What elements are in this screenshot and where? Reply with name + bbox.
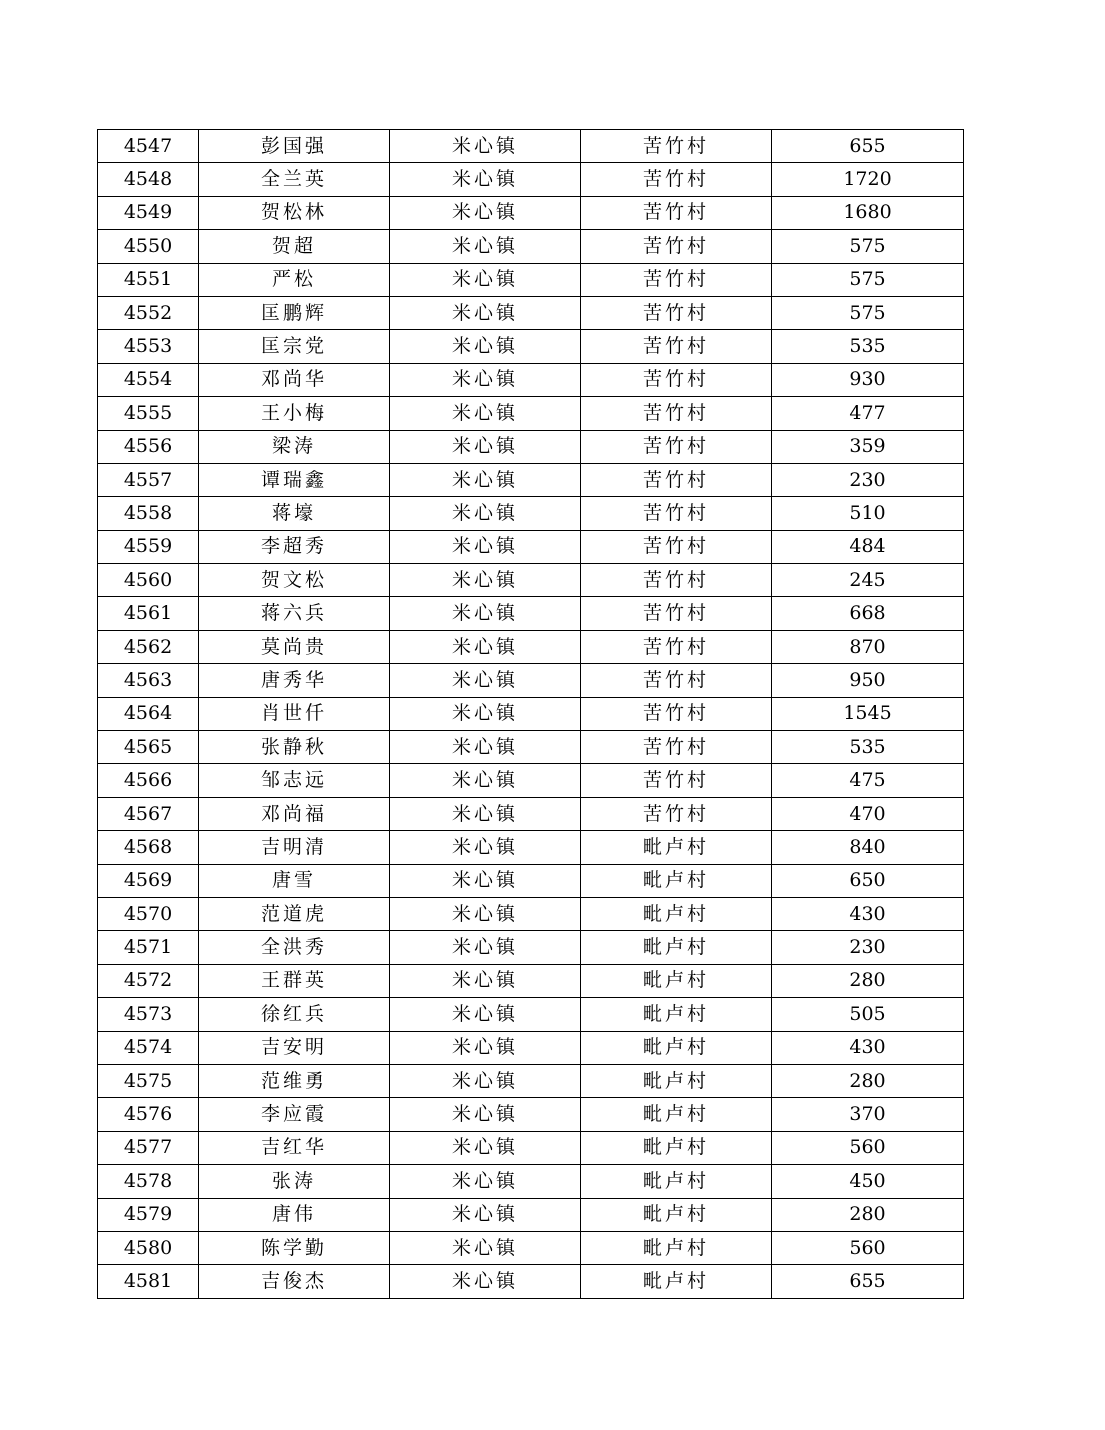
cell-person-name: 邓尚华 <box>199 363 390 396</box>
cell-amount: 575 <box>772 230 964 263</box>
cell-amount: 655 <box>772 1265 964 1298</box>
table-row <box>98 330 964 363</box>
cell-person-name: 莫尚贵 <box>199 630 390 663</box>
cell-person-name: 谭瑞鑫 <box>199 463 390 496</box>
table-row <box>98 731 964 764</box>
cell-amount: 650 <box>772 864 964 897</box>
cell-village: 毗卢村 <box>581 964 772 997</box>
table-row <box>98 697 964 730</box>
cell-village: 毗卢村 <box>581 1231 772 1264</box>
table-row <box>98 1064 964 1097</box>
cell-serial-number: 4547 <box>98 130 199 163</box>
cell-town: 米心镇 <box>390 764 581 797</box>
cell-village: 苦竹村 <box>581 430 772 463</box>
table-row <box>98 463 964 496</box>
cell-serial-number: 4569 <box>98 864 199 897</box>
cell-amount: 668 <box>772 597 964 630</box>
cell-village: 苦竹村 <box>581 630 772 663</box>
cell-amount: 280 <box>772 1198 964 1231</box>
cell-person-name: 唐伟 <box>199 1198 390 1231</box>
cell-town: 米心镇 <box>390 330 581 363</box>
cell-town: 米心镇 <box>390 130 581 163</box>
table-row <box>98 397 964 430</box>
cell-town: 米心镇 <box>390 397 581 430</box>
cell-person-name: 全洪秀 <box>199 931 390 964</box>
cell-village: 毗卢村 <box>581 1265 772 1298</box>
cell-village: 毗卢村 <box>581 1131 772 1164</box>
cell-town: 米心镇 <box>390 163 581 196</box>
roster-table-body <box>98 130 964 1299</box>
table-row <box>98 998 964 1031</box>
cell-person-name: 严松 <box>199 263 390 296</box>
cell-amount: 370 <box>772 1098 964 1131</box>
table-row <box>98 363 964 396</box>
cell-town: 米心镇 <box>390 1031 581 1064</box>
cell-person-name: 张静秋 <box>199 731 390 764</box>
cell-person-name: 蒋六兵 <box>199 597 390 630</box>
cell-village: 苦竹村 <box>581 196 772 229</box>
cell-amount: 510 <box>772 497 964 530</box>
cell-town: 米心镇 <box>390 998 581 1031</box>
cell-village: 毗卢村 <box>581 998 772 1031</box>
cell-village: 苦竹村 <box>581 163 772 196</box>
cell-serial-number: 4553 <box>98 330 199 363</box>
cell-amount: 470 <box>772 797 964 830</box>
cell-person-name: 贺松林 <box>199 196 390 229</box>
cell-town: 米心镇 <box>390 897 581 930</box>
cell-amount: 450 <box>772 1165 964 1198</box>
table-row <box>98 230 964 263</box>
cell-town: 米心镇 <box>390 864 581 897</box>
cell-village: 毗卢村 <box>581 1198 772 1231</box>
cell-village: 苦竹村 <box>581 397 772 430</box>
cell-village: 毗卢村 <box>581 931 772 964</box>
cell-person-name: 徐红兵 <box>199 998 390 1031</box>
cell-amount: 280 <box>772 964 964 997</box>
cell-village: 苦竹村 <box>581 564 772 597</box>
cell-amount: 870 <box>772 630 964 663</box>
cell-person-name: 吉明清 <box>199 831 390 864</box>
cell-village: 毗卢村 <box>581 831 772 864</box>
cell-village: 苦竹村 <box>581 597 772 630</box>
cell-town: 米心镇 <box>390 931 581 964</box>
cell-amount: 560 <box>772 1231 964 1264</box>
cell-amount: 535 <box>772 731 964 764</box>
cell-amount: 245 <box>772 564 964 597</box>
cell-person-name: 吉安明 <box>199 1031 390 1064</box>
cell-town: 米心镇 <box>390 1198 581 1231</box>
cell-serial-number: 4566 <box>98 764 199 797</box>
cell-serial-number: 4576 <box>98 1098 199 1131</box>
table-row <box>98 664 964 697</box>
cell-person-name: 匡宗党 <box>199 330 390 363</box>
table-row <box>98 1231 964 1264</box>
cell-person-name: 吉俊杰 <box>199 1265 390 1298</box>
cell-village: 毗卢村 <box>581 864 772 897</box>
cell-town: 米心镇 <box>390 430 581 463</box>
cell-village: 毗卢村 <box>581 1098 772 1131</box>
cell-person-name: 陈学勤 <box>199 1231 390 1264</box>
cell-amount: 230 <box>772 931 964 964</box>
cell-serial-number: 4572 <box>98 964 199 997</box>
cell-village: 毗卢村 <box>581 1165 772 1198</box>
table-row <box>98 163 964 196</box>
cell-town: 米心镇 <box>390 664 581 697</box>
cell-village: 苦竹村 <box>581 530 772 563</box>
cell-village: 苦竹村 <box>581 497 772 530</box>
cell-serial-number: 4557 <box>98 463 199 496</box>
cell-person-name: 匡鹏辉 <box>199 296 390 329</box>
cell-amount: 484 <box>772 530 964 563</box>
cell-amount: 430 <box>772 897 964 930</box>
cell-town: 米心镇 <box>390 263 581 296</box>
cell-town: 米心镇 <box>390 731 581 764</box>
cell-person-name: 张涛 <box>199 1165 390 1198</box>
cell-amount: 930 <box>772 363 964 396</box>
table-row <box>98 564 964 597</box>
cell-person-name: 梁涛 <box>199 430 390 463</box>
cell-serial-number: 4579 <box>98 1198 199 1231</box>
cell-village: 苦竹村 <box>581 230 772 263</box>
cell-amount: 1680 <box>772 196 964 229</box>
table-row <box>98 764 964 797</box>
cell-serial-number: 4573 <box>98 998 199 1031</box>
cell-town: 米心镇 <box>390 1098 581 1131</box>
cell-village: 苦竹村 <box>581 697 772 730</box>
cell-town: 米心镇 <box>390 1231 581 1264</box>
cell-serial-number: 4561 <box>98 597 199 630</box>
cell-amount: 950 <box>772 664 964 697</box>
table-row <box>98 296 964 329</box>
table-row <box>98 1198 964 1231</box>
table-row <box>98 263 964 296</box>
cell-village: 苦竹村 <box>581 764 772 797</box>
cell-person-name: 邹志远 <box>199 764 390 797</box>
cell-amount: 840 <box>772 831 964 864</box>
cell-village: 毗卢村 <box>581 1031 772 1064</box>
cell-village: 毗卢村 <box>581 1064 772 1097</box>
cell-serial-number: 4577 <box>98 1131 199 1164</box>
cell-person-name: 蒋壕 <box>199 497 390 530</box>
table-row <box>98 430 964 463</box>
table-row <box>98 797 964 830</box>
cell-person-name: 范维勇 <box>199 1064 390 1097</box>
table-row <box>98 1031 964 1064</box>
cell-town: 米心镇 <box>390 831 581 864</box>
cell-amount: 655 <box>772 130 964 163</box>
cell-amount: 1545 <box>772 697 964 730</box>
table-row <box>98 130 964 163</box>
table-row <box>98 897 964 930</box>
cell-town: 米心镇 <box>390 196 581 229</box>
cell-serial-number: 4558 <box>98 497 199 530</box>
cell-town: 米心镇 <box>390 363 581 396</box>
cell-serial-number: 4568 <box>98 831 199 864</box>
cell-serial-number: 4559 <box>98 530 199 563</box>
cell-person-name: 吉红华 <box>199 1131 390 1164</box>
cell-person-name: 邓尚福 <box>199 797 390 830</box>
cell-town: 米心镇 <box>390 697 581 730</box>
cell-serial-number: 4578 <box>98 1165 199 1198</box>
cell-town: 米心镇 <box>390 564 581 597</box>
cell-person-name: 全兰英 <box>199 163 390 196</box>
cell-town: 米心镇 <box>390 296 581 329</box>
table-row <box>98 497 964 530</box>
cell-town: 米心镇 <box>390 797 581 830</box>
cell-serial-number: 4554 <box>98 363 199 396</box>
table-row <box>98 964 964 997</box>
cell-person-name: 唐秀华 <box>199 664 390 697</box>
cell-serial-number: 4565 <box>98 731 199 764</box>
cell-town: 米心镇 <box>390 230 581 263</box>
cell-serial-number: 4560 <box>98 564 199 597</box>
cell-person-name: 王小梅 <box>199 397 390 430</box>
roster-table <box>97 129 964 1299</box>
cell-person-name: 彭国强 <box>199 130 390 163</box>
cell-village: 苦竹村 <box>581 463 772 496</box>
cell-person-name: 王群英 <box>199 964 390 997</box>
table-row <box>98 864 964 897</box>
cell-person-name: 肖世仟 <box>199 697 390 730</box>
cell-town: 米心镇 <box>390 597 581 630</box>
cell-village: 苦竹村 <box>581 664 772 697</box>
cell-town: 米心镇 <box>390 630 581 663</box>
cell-town: 米心镇 <box>390 1265 581 1298</box>
cell-serial-number: 4574 <box>98 1031 199 1064</box>
cell-serial-number: 4562 <box>98 630 199 663</box>
cell-serial-number: 4580 <box>98 1231 199 1264</box>
cell-serial-number: 4551 <box>98 263 199 296</box>
table-row <box>98 1131 964 1164</box>
table-row <box>98 1265 964 1298</box>
table-row <box>98 630 964 663</box>
cell-village: 苦竹村 <box>581 797 772 830</box>
cell-amount: 430 <box>772 1031 964 1064</box>
cell-amount: 280 <box>772 1064 964 1097</box>
cell-amount: 1720 <box>772 163 964 196</box>
table-row <box>98 1098 964 1131</box>
cell-amount: 560 <box>772 1131 964 1164</box>
cell-town: 米心镇 <box>390 1064 581 1097</box>
cell-town: 米心镇 <box>390 530 581 563</box>
cell-amount: 535 <box>772 330 964 363</box>
cell-serial-number: 4570 <box>98 897 199 930</box>
cell-amount: 505 <box>772 998 964 1031</box>
cell-person-name: 贺文松 <box>199 564 390 597</box>
cell-serial-number: 4556 <box>98 430 199 463</box>
cell-serial-number: 4581 <box>98 1265 199 1298</box>
cell-amount: 230 <box>772 463 964 496</box>
cell-serial-number: 4552 <box>98 296 199 329</box>
cell-serial-number: 4567 <box>98 797 199 830</box>
cell-serial-number: 4555 <box>98 397 199 430</box>
cell-serial-number: 4564 <box>98 697 199 730</box>
cell-amount: 575 <box>772 296 964 329</box>
cell-serial-number: 4571 <box>98 931 199 964</box>
table-row <box>98 196 964 229</box>
cell-village: 苦竹村 <box>581 296 772 329</box>
cell-village: 苦竹村 <box>581 363 772 396</box>
table-row <box>98 831 964 864</box>
table-row <box>98 597 964 630</box>
cell-village: 苦竹村 <box>581 130 772 163</box>
cell-person-name: 李超秀 <box>199 530 390 563</box>
table-row <box>98 530 964 563</box>
cell-serial-number: 4575 <box>98 1064 199 1097</box>
cell-town: 米心镇 <box>390 1165 581 1198</box>
cell-village: 苦竹村 <box>581 263 772 296</box>
cell-town: 米心镇 <box>390 964 581 997</box>
cell-village: 毗卢村 <box>581 897 772 930</box>
cell-amount: 575 <box>772 263 964 296</box>
cell-person-name: 李应霞 <box>199 1098 390 1131</box>
table-row <box>98 1165 964 1198</box>
cell-amount: 475 <box>772 764 964 797</box>
cell-serial-number: 4549 <box>98 196 199 229</box>
table-row <box>98 931 964 964</box>
cell-serial-number: 4548 <box>98 163 199 196</box>
cell-person-name: 唐雪 <box>199 864 390 897</box>
cell-serial-number: 4563 <box>98 664 199 697</box>
cell-person-name: 范道虎 <box>199 897 390 930</box>
cell-amount: 359 <box>772 430 964 463</box>
cell-serial-number: 4550 <box>98 230 199 263</box>
cell-village: 苦竹村 <box>581 330 772 363</box>
cell-amount: 477 <box>772 397 964 430</box>
cell-village: 苦竹村 <box>581 731 772 764</box>
cell-town: 米心镇 <box>390 463 581 496</box>
cell-person-name: 贺超 <box>199 230 390 263</box>
cell-town: 米心镇 <box>390 1131 581 1164</box>
cell-town: 米心镇 <box>390 497 581 530</box>
